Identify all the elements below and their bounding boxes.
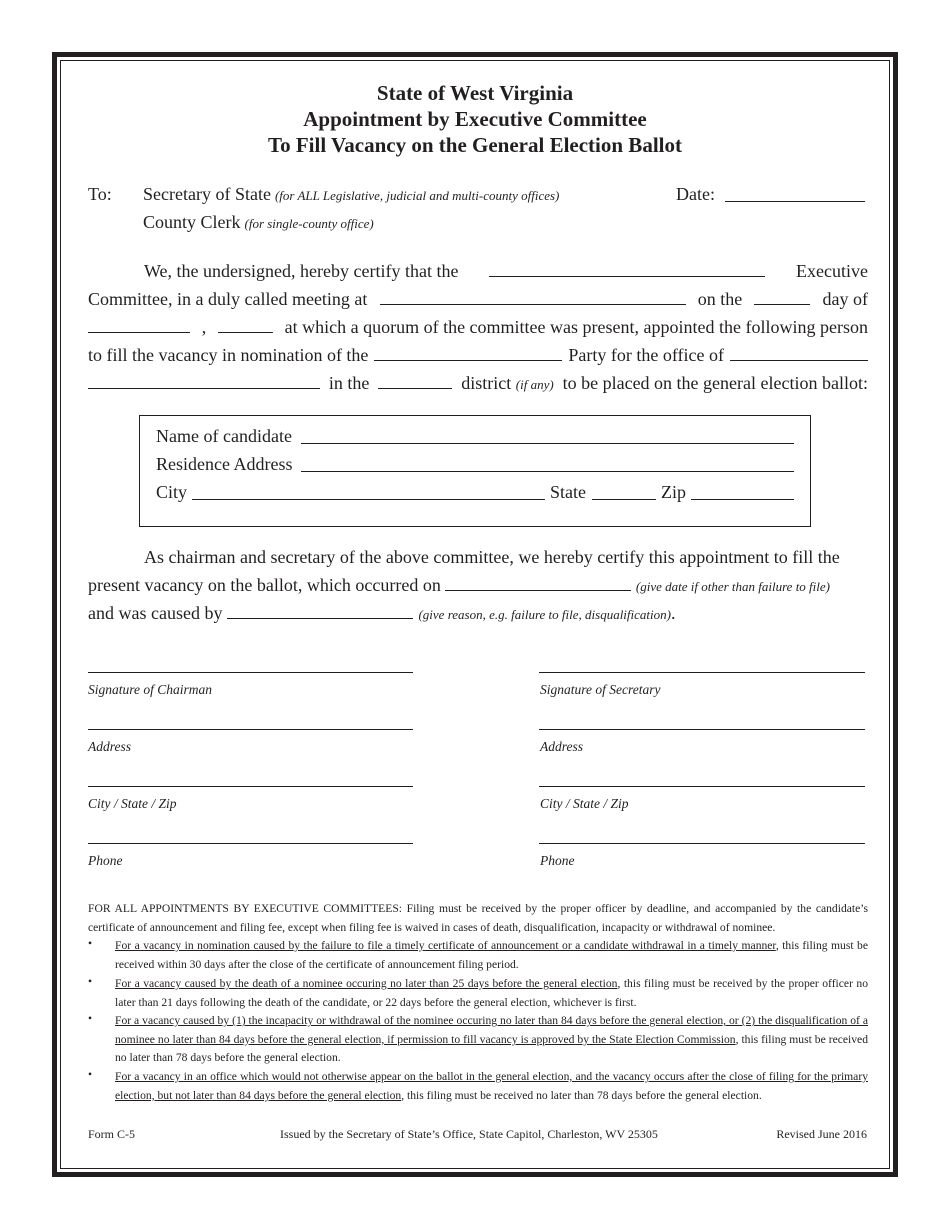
cert-text: day of xyxy=(822,289,868,309)
recipient-county xyxy=(143,212,374,233)
vacancy-reason-field[interactable] xyxy=(227,617,413,619)
bullet-marker: • xyxy=(88,975,93,988)
district-label: district xyxy=(461,373,512,393)
statement-line-2 xyxy=(88,571,868,601)
chairman-address-label: Address xyxy=(88,739,131,754)
zip-label: Zip xyxy=(661,482,686,502)
cert-text: Committee, in a duly called meeting at xyxy=(88,289,368,309)
instruction-bullet-1-condition: For a vacancy in nomination caused by the failure to file a timely certificate of announcement or a candidate withdrawal in a timely manner xyxy=(115,939,776,952)
chairman-address-line[interactable] xyxy=(88,729,413,730)
city-label: City xyxy=(156,482,188,502)
cert-text: We, the undersigned, hereby certify that the xyxy=(144,261,459,281)
recipient-county-text: County Clerk xyxy=(143,212,241,232)
instruction-bullet-3-text: , this filing must be received no later than 78 days before the general election. xyxy=(115,1032,868,1065)
secretary-phone-line[interactable] xyxy=(539,843,865,844)
secretary-phone-label: Phone xyxy=(540,853,575,868)
meeting-location-field[interactable] xyxy=(380,303,686,305)
residence-address-field[interactable] xyxy=(301,471,794,472)
instructions-intro: FOR ALL APPOINTMENTS BY EXECUTIVE COMMITTEES: Filing must be received by the proper officer by deadline, and accompanied by the candidate’s certificate of announcement and filing fee, except when filing fee is waived in cases of death, disqualification, incapacity or withdrawal of nominee. xyxy=(88,902,868,934)
cert-text: Party for the office of xyxy=(568,345,724,365)
secretary-city-label: City / State / Zip xyxy=(540,796,629,811)
title-state: State of West Virginia xyxy=(376,81,574,105)
recipient-secretary-note: (for ALL Legislative, judicial and multi-county offices) xyxy=(274,188,560,203)
recipient-county-note: (for single-county office) xyxy=(244,216,374,231)
instruction-bullet-3-condition: For a vacancy caused by (1) the incapacity or withdrawal of the nominee occuring no later than 84 days before the general election, or (2) the disqualification of a nominee no later than 84 days before the general election, if permission to fill vacancy is approved by the State Election Commission xyxy=(115,1014,868,1046)
recipient-secretary-text: Secretary of State xyxy=(143,184,271,204)
cert-text: to be placed on the general election ballot: xyxy=(562,373,868,393)
state-label: State xyxy=(550,482,586,502)
cert-line-2 xyxy=(88,285,868,313)
cert-text: to fill the vacancy in nomination of the xyxy=(88,345,369,365)
office-field[interactable] xyxy=(730,359,868,361)
office-continued-field[interactable] xyxy=(88,387,320,389)
instruction-bullet-2 xyxy=(115,975,868,1012)
statement-line-3 xyxy=(88,599,868,629)
candidate-name-label: Name of candidate xyxy=(156,426,292,446)
vacancy-date-note: (give date if other than failure to file) xyxy=(635,579,830,594)
cert-line-4 xyxy=(88,341,868,369)
date-field[interactable] xyxy=(725,201,865,202)
instruction-bullet-4-text: , this filing must be received no later than 78 days before the general election. xyxy=(401,1088,762,1102)
statement-text: present vacancy on the ballot, which occurred on xyxy=(88,575,441,595)
instruction-bullet-2-text: , this filing must be received by the proper officer no later than 21 days following the death of the candidate, or 22 days before the general election, whichever is first. xyxy=(115,977,868,1009)
to-label: To: xyxy=(88,184,112,204)
meeting-day-field[interactable] xyxy=(754,303,810,305)
chairman-city-line[interactable] xyxy=(88,786,413,787)
statement-line-1 xyxy=(88,543,868,571)
chairman-signature-line[interactable] xyxy=(88,672,413,673)
cert-line-5 xyxy=(88,369,868,399)
zip-field[interactable] xyxy=(691,499,794,500)
committee-name-field[interactable] xyxy=(489,275,765,277)
instruction-bullet-1 xyxy=(115,937,868,974)
cert-line-3 xyxy=(88,313,868,341)
recipient-secretary xyxy=(143,184,559,205)
city-field[interactable] xyxy=(192,499,545,500)
instruction-bullet-1-text: , this filing must be received within 30 days after the close of the certificate of announcement filing period. xyxy=(115,939,868,971)
form-id: Form C-5 xyxy=(88,1127,136,1141)
chairman-signature-label: Signature of Chairman xyxy=(88,682,213,697)
cert-text xyxy=(461,369,553,399)
residence-address-label: Residence Address xyxy=(156,454,293,474)
chairman-phone-label: Phone xyxy=(88,853,123,868)
party-field[interactable] xyxy=(374,359,562,361)
district-if-any-note: (if any) xyxy=(515,377,554,392)
title-vacancy: To Fill Vacancy on the General Election Ballot xyxy=(268,133,682,157)
secretary-address-label: Address xyxy=(540,739,583,754)
issued-by: Issued by the Secretary of State’s Office, State Capitol, Charleston, WV 25305 xyxy=(280,1127,658,1141)
vacancy-date-field[interactable] xyxy=(445,589,631,591)
title-appointment: Appointment by Executive Committee xyxy=(303,107,647,131)
secretary-signature-label: Signature of Secretary xyxy=(540,682,661,697)
date-label: Date: xyxy=(676,184,715,204)
district-field[interactable] xyxy=(378,387,452,389)
statement-period: . xyxy=(670,603,676,623)
bullet-marker: • xyxy=(88,1068,93,1081)
instruction-bullet-3 xyxy=(115,1012,868,1068)
candidate-name-field[interactable] xyxy=(301,443,794,444)
vacancy-reason-note: (give reason, e.g. failure to file, disqualification) xyxy=(418,607,671,622)
cert-text: Executive xyxy=(796,261,868,281)
bullet-marker: • xyxy=(88,1012,93,1025)
meeting-month-field[interactable] xyxy=(88,331,190,333)
revised-date: Revised June 2016 xyxy=(776,1127,867,1141)
bullet-marker: • xyxy=(88,937,93,950)
instruction-bullet-4 xyxy=(115,1068,868,1105)
cert-line-1 xyxy=(88,257,868,285)
chairman-phone-line[interactable] xyxy=(88,843,413,844)
state-field[interactable] xyxy=(592,499,656,500)
secretary-address-line[interactable] xyxy=(539,729,865,730)
cert-text: on the xyxy=(697,289,743,309)
cert-text: , xyxy=(201,317,207,337)
meeting-year-field[interactable] xyxy=(218,331,273,333)
instruction-bullet-4-condition: For a vacancy in an office which would not otherwise appear on the ballot in the general election, and the vacancy occurs after the close of filing for the primary election, but not later than 84 days before the general election xyxy=(115,1070,868,1102)
statement-text: and was caused by xyxy=(88,603,223,623)
instruction-bullet-2-condition: For a vacancy caused by the death of a nominee occuring no later than 25 days before the general election xyxy=(115,977,618,990)
secretary-signature-line[interactable] xyxy=(539,672,865,673)
cert-text: in the xyxy=(328,373,370,393)
cert-text: at which a quorum of the committee was present, appointed the following person xyxy=(284,317,868,337)
secretary-city-line[interactable] xyxy=(539,786,865,787)
chairman-city-label: City / State / Zip xyxy=(88,796,177,811)
statement-text: As chairman and secretary of the above committee, we hereby certify this appointment to fill the xyxy=(144,547,840,567)
